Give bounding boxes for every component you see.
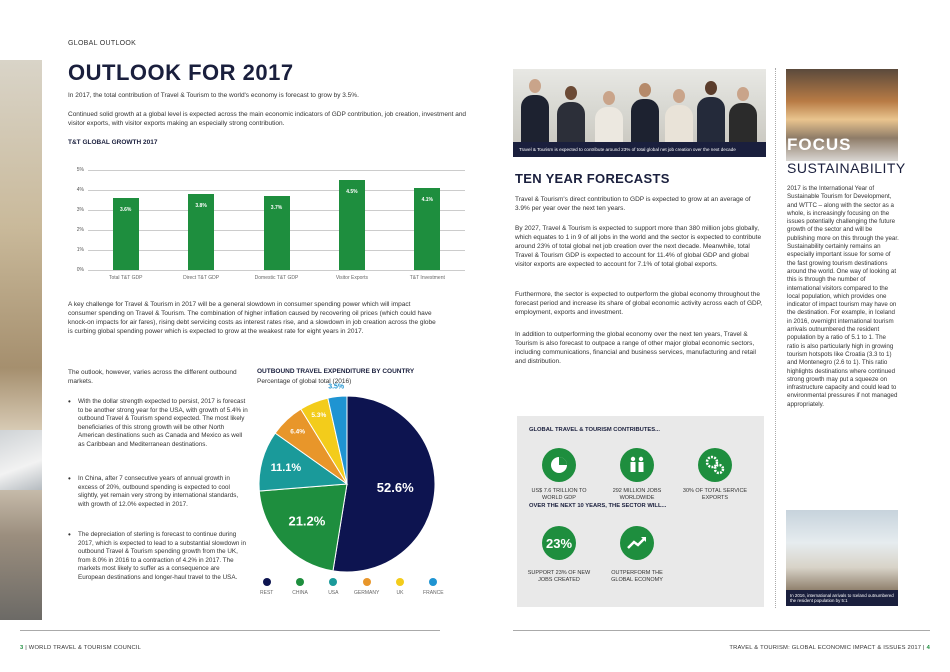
gridline <box>88 270 465 271</box>
sidebar-topic: SUSTAINABILITY <box>787 160 906 176</box>
pie-value-label: 3.5% <box>328 383 345 391</box>
paragraph: By 2027, Travel & Tourism is expected to support more than 380 million jobs globally, which equates to 1 in 9 of all jobs in the world and the sector is expected to contribute around 23% of total global net job creation over the next decade. Meanwhile, total Travel & Tourism GDP is expected to account for 11.4% of global GDP and global visitor exports are expected to account for 7.1% of total global exports. <box>515 225 762 268</box>
pie-value-label: 21.2% <box>288 513 326 529</box>
gridline <box>88 190 465 191</box>
x-tick-label: Total T&T GDP <box>108 275 143 281</box>
paragraph: The outlook, however, varies across the different outbound markets. <box>68 369 237 385</box>
sidebar-text: 2017 is the International Year of Sustainable Tourism for Development, and WTTC – along with the sector as a whole, is increasingly focusing on the issues potentially challenging the future growth of the sector and will be publishing more on this through the year. Sustainability certainly remains an especially important issue for some of the fast growing tourism destinations around the world. One way of looking at this is through the number of international visitors compared to the local population, which provides one indicator of impact tourism may have on the destination. For example, in Iceland in 2016, overnight international tourism arrivals outnumbered the resident population by a ratio of 5.1 to 1. The ratio is also particularly high in growing tourism hotspots like Croatia (3.3 to 1) and Montenegro (2.6 to 1). This ratio highlights destinations where continued strong growth may put a squeeze on infrastructure capacity and could lead to environmental pressures if not managed appropriately. <box>787 185 899 408</box>
legend-label: CHINA <box>292 590 308 596</box>
section-heading: TEN YEAR FORECASTS <box>515 171 670 186</box>
legend-label: FRANCE <box>423 590 444 596</box>
section-label: GLOBAL OUTLOOK <box>68 40 137 47</box>
stat-label: 292 MILLION JOBS WORLDWIDE <box>612 488 662 501</box>
contributions-box <box>517 416 764 607</box>
bar-value-label: 4.1% <box>421 197 433 203</box>
photo-caption: Travel & Tourism is expected to contribute around 23% of total global net job creation over the next decade <box>513 142 766 157</box>
x-tick-label: Visitor Exports <box>335 275 368 281</box>
legend-swatch <box>363 578 371 586</box>
pie-value-label: 52.6% <box>376 480 414 496</box>
bar-value-label: 3.6% <box>119 207 132 213</box>
people-icon <box>620 448 654 482</box>
photo-caption: In 2016, international arrivals to Iceland outnumbered the resident population by 5:1 <box>786 590 898 606</box>
airplane-wing-photo <box>0 60 42 620</box>
pie-chart-icon <box>542 448 576 482</box>
legend-swatch <box>329 578 337 586</box>
pie-chart-title: OUTBOUND TRAVEL EXPENDITURE BY COUNTRY <box>257 368 415 375</box>
box-heading: GLOBAL TRAVEL & TOURISM CONTRIBUTES... <box>529 427 660 433</box>
paragraph: Continued solid growth at a global level is expected across the main economic indicators of GDP contribution, job creation, investment and visitor exports, with visitor exports making an especially strong contribution. <box>68 111 467 127</box>
footer-text: WORLD TRAVEL & TOURISM COUNCIL <box>28 645 142 651</box>
focus-label: FOCUS <box>787 135 852 154</box>
stat-label: SUPPORT 23% OF NEW JOBS CREATED <box>527 570 591 583</box>
pie-value-label: 6.4% <box>290 428 306 436</box>
pie-value-label: 5.3% <box>311 411 327 419</box>
page-number: 3 <box>20 645 24 651</box>
gears-icon <box>698 448 732 482</box>
legend-label: GERMANY <box>354 590 380 596</box>
paragraph: Furthermore, the sector is expected to outperform the global economy throughout the forecast period and increase its share of global economic activity across each of GDP, employment, exports and investment. <box>515 291 763 316</box>
footer-divider <box>20 630 440 631</box>
legend-swatch <box>263 578 271 586</box>
pie-legend <box>250 578 450 600</box>
x-tick-label: T&T Investment <box>409 275 445 281</box>
bullet-item: • With the dollar strength expected to persist, 2017 is forecast to be another strong year for the USA, with growth of 5.4% in outbound Travel & Tourism spend expected. The most likely beneficiaries of this strong growth will be other North American destinations such as Canada and Mexico as well as Caribbean and Mediterranean destinations. <box>68 398 248 450</box>
y-tick-label: 5% <box>76 167 84 173</box>
paragraph: A key challenge for Travel & Tourism in 2017 will be a general slowdown in consumer spending power which will impact consumer spending on Travel & Tourism. The combination of higher inflation caused by recovering oil prices (which could have knock-on impacts for air fares), rising debt servicing costs as interest rates rise, and a slowdown in job creation across the globe is curbing global spending power which is expected to grow at the weakest rate for eight years in 2017. <box>68 301 436 335</box>
y-tick-label: 3% <box>76 207 84 213</box>
pie-chart <box>255 383 445 577</box>
legend-label: REST <box>260 590 274 596</box>
percent-icon: 23% <box>542 526 576 560</box>
legend-label: UK <box>396 590 404 596</box>
trend-up-icon <box>620 526 654 560</box>
bullet-item: • In China, after 7 consecutive years of annual growth in excess of 20%, outbound spending is expected to cool slightly, yet remain very strong by international standards, with growth of 12.0% expected in 2017. <box>68 475 248 509</box>
bar-chart-title: T&T GLOBAL GROWTH 2017 <box>68 139 158 146</box>
footer-text: TRAVEL & TOURISM: GLOBAL ECONOMIC IMPACT & ISSUES 2017 <box>729 645 922 651</box>
bar-value-label: 3.7% <box>270 205 283 211</box>
footer-right: TRAVEL & TOURISM: GLOBAL ECONOMIC IMPACT & ISSUES 2017 | 4 <box>729 645 930 651</box>
bar-value-label: 4.5% <box>346 189 358 195</box>
legend-label: USA <box>328 590 339 596</box>
pie-value-label: 11.1% <box>270 461 302 474</box>
bar-value-label: 3.8% <box>195 203 207 209</box>
pie-chart-subtitle: Percentage of global total (2016) <box>257 378 352 385</box>
page-title: OUTLOOK FOR 2017 <box>68 60 294 85</box>
x-tick-label: Domestic T&T GDP <box>254 275 299 281</box>
y-tick-label: 2% <box>76 227 84 233</box>
box-heading: OVER THE NEXT 10 YEARS, THE SECTOR WILL... <box>529 503 667 509</box>
stat-label: OUTPERFORM THE GLOBAL ECONOMY <box>611 570 663 583</box>
column-divider <box>775 68 776 608</box>
gridline <box>88 170 465 171</box>
geyser-photo <box>786 510 898 592</box>
legend-swatch <box>296 578 304 586</box>
x-tick-label: Direct T&T GDP <box>183 275 220 281</box>
intro-paragraph: In 2017, the total contribution of Travel & Tourism to the world's economy is forecast to grow by 3.5%. <box>68 92 359 99</box>
bullet-item: • The depreciation of sterling is forecast to continue during 2017, which is expected to lead to a substantial slowdown in outbound Travel & Tourism spending growth from the UK, from 8.0% in 2016 to a contraction of 4.2% in 2017. The markets most likely to suffer as a consequence are European destinations and longer-haul travel to the USA. <box>68 531 248 583</box>
y-tick-label: 4% <box>76 187 84 193</box>
paragraph: In addition to outperforming the global economy over the next ten years, Travel & Tourism is also forecast to outpace a range of other major global economic sectors, including communications, financial and business services, manufacturing and retail and distribution. <box>515 331 756 365</box>
legend-swatch <box>429 578 437 586</box>
legend-swatch <box>396 578 404 586</box>
paragraph: Travel & Tourism's direct contribution to GDP is expected to grow at an average of 3.9% per year over the next ten years. <box>515 196 751 212</box>
y-tick-label: 0% <box>76 267 84 273</box>
footer-left: 3 | WORLD TRAVEL & TOURISM COUNCIL <box>20 645 142 651</box>
footer-divider <box>513 630 930 631</box>
stat-label: US$ 7.6 TRILLION TO WORLD GDP <box>531 488 587 501</box>
stat-label: 30% OF TOTAL SERVICE EXPORTS <box>682 488 748 501</box>
page-number: 4 <box>926 645 930 651</box>
y-tick-label: 1% <box>76 247 84 253</box>
